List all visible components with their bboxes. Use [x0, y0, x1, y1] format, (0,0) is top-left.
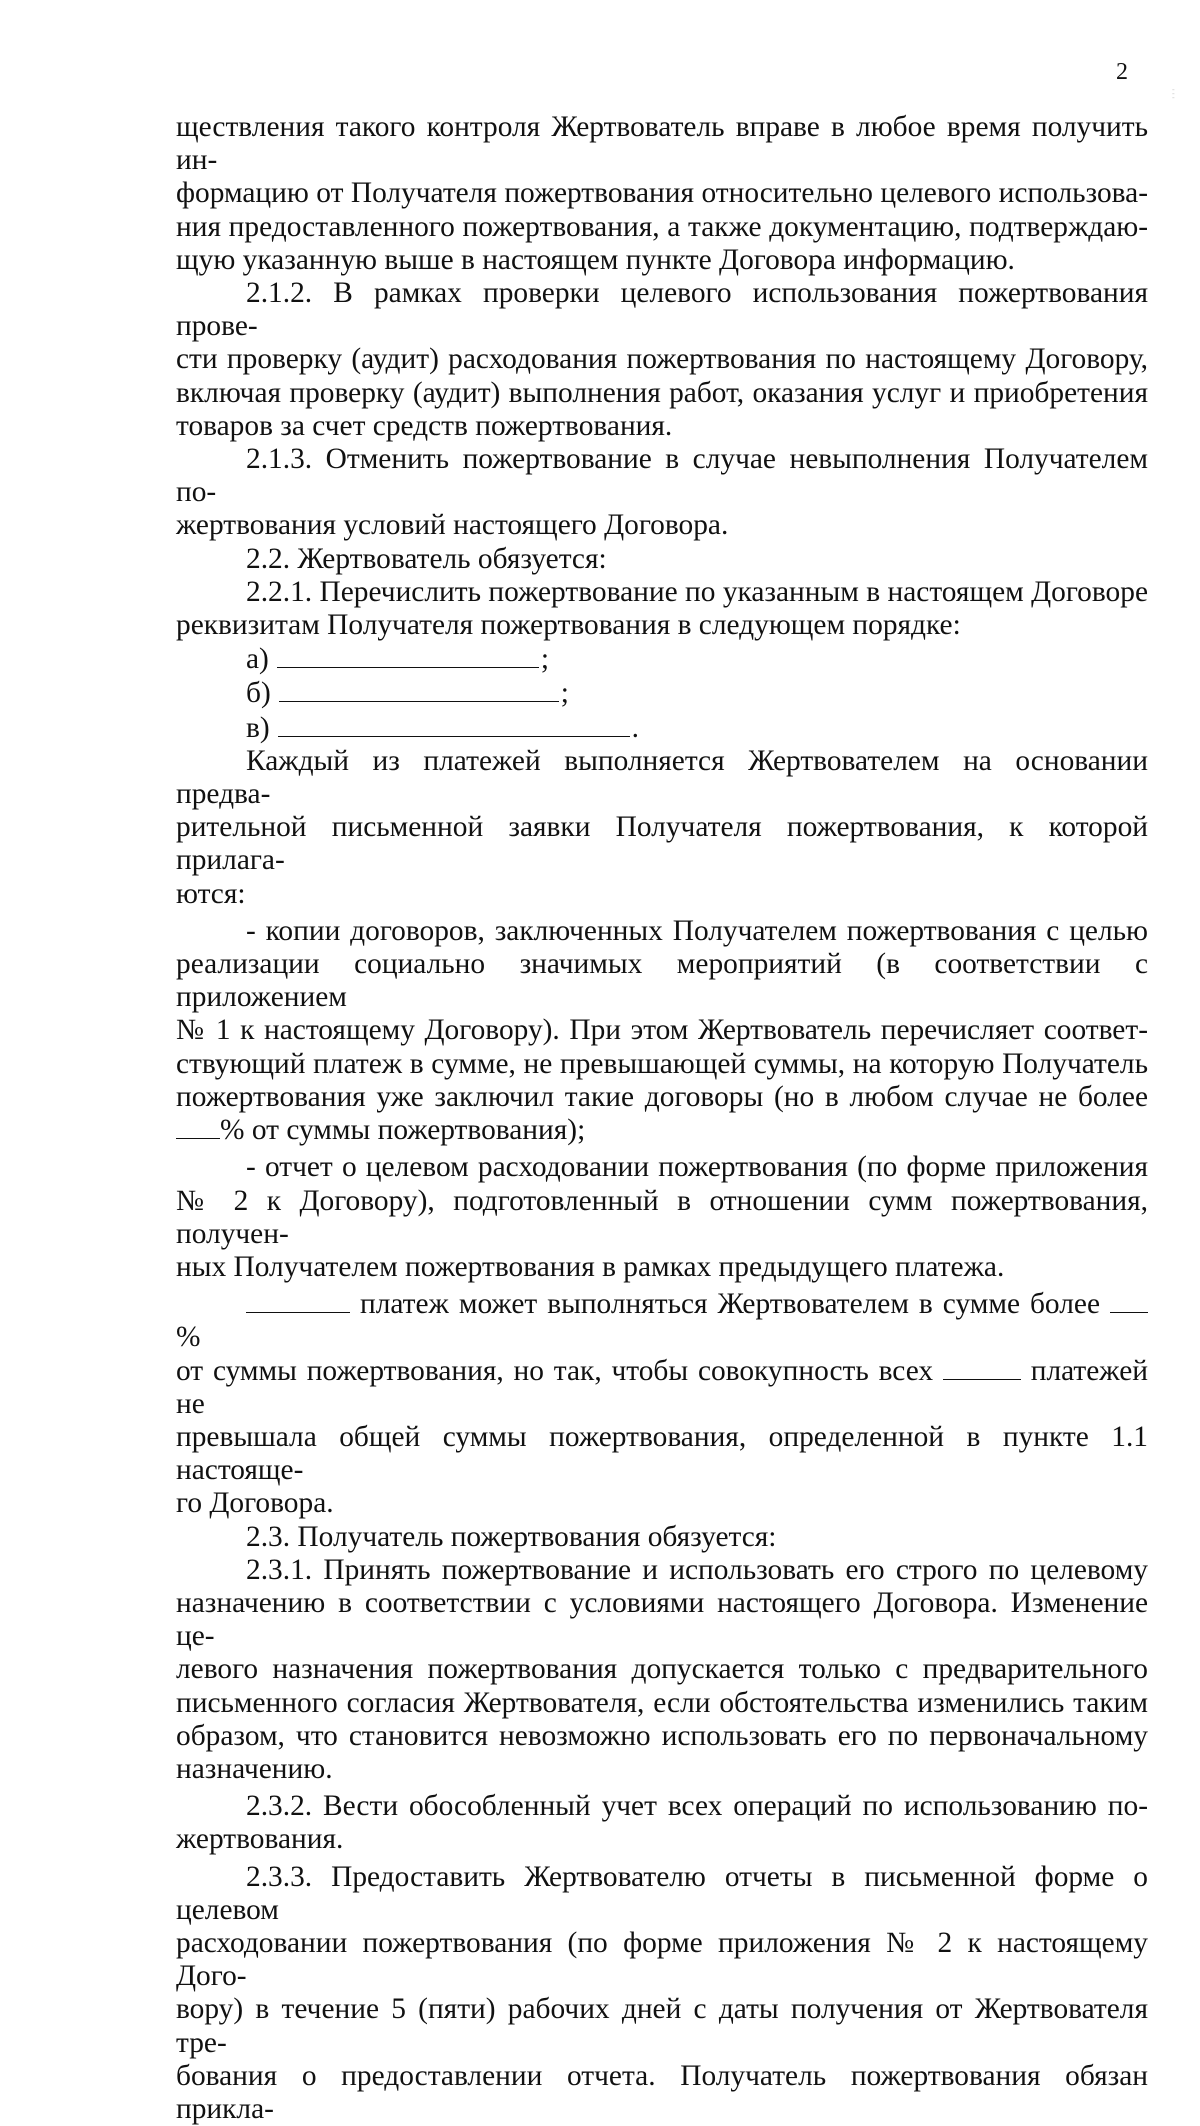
paragraph-contract-copies [176, 915, 1148, 1147]
text-fragment: платеж может выполняться Жертвователем в сумме более [359, 1288, 1100, 1321]
text-line: - отчет о целевом расходовании пожертвования (по форме приложения [246, 1151, 1148, 1184]
text-line: ных Получателем пожертвования в рамках предыдущего платежа. [176, 1250, 1005, 1283]
blank-letter: а) [246, 643, 269, 676]
text-line: 2.2.1. Перечислить пожертвование по указанным в настоящем Договоре [246, 575, 1148, 608]
text-fragment: платежей не [176, 1354, 1148, 1420]
text-line: образом, что становится невозможно использовать его по первоначальному [176, 1719, 1148, 1752]
clause-2-2: 2.2. Жертвователь обязуется: [246, 542, 607, 575]
text-line: расходовании пожертвования (по форме приложения № 2 к настоящему Дого- [176, 1926, 1148, 1993]
text-line: ществления такого контроля Жертвователь вправе в любое время получить ин- [176, 111, 1148, 177]
text-line: назначению в соответствии с условиями настоящего Договора. Изменение це- [176, 1586, 1148, 1653]
clause-2-3: 2.3. Получатель пожертвования обязуется: [246, 1520, 777, 1553]
blank-line-a [176, 642, 1148, 676]
text-line: превышала общей суммы пожертвования, определенной в пункте 1.1 настояще- [176, 1420, 1148, 1487]
percent-blank[interactable] [1110, 1288, 1148, 1313]
text-line: № 2 к Договору), подготовленный в отношении сумм пожертвования, получен- [176, 1184, 1148, 1250]
paragraph-payment-limit [176, 1288, 1148, 1520]
clause-2-1-2 [176, 277, 1148, 443]
blank-punctuation: ; [560, 677, 569, 710]
text-line: № 1 к настоящему Договору). При этом Жертвователь перечисляет соответ- [176, 1014, 1148, 1047]
text-line: бования о предоставлении отчета. Получатель пожертвования обязан прикла- [176, 2059, 1148, 2125]
text-line: ствующий платеж в сумме, не превышающей суммы, на которую Получатель [176, 1047, 1148, 1080]
blank-letter: в) [246, 711, 270, 744]
text-line: включая проверку (аудит) выполнения работ, оказания услуг и приобретения [176, 376, 1148, 409]
fill-in-blank[interactable] [279, 676, 559, 702]
clause-2-3-1 [176, 1554, 1148, 1786]
text-line: товаров за счет средств пожертвования. [176, 409, 673, 442]
text-line [176, 1288, 1148, 1354]
text-line: ются: [176, 877, 246, 910]
text-line: 2.1.2. В рамках проверки целевого использования пожертвования прове- [176, 277, 1148, 343]
document-body [176, 111, 1148, 2126]
blank-punctuation: ; [540, 643, 550, 676]
blank-punctuation: . [631, 711, 640, 744]
text-line: жертвования. [176, 1823, 344, 1856]
text-line: го Договора. [176, 1487, 334, 1520]
clause-2-1-3 [176, 443, 1148, 543]
text-line: Каждый из платежей выполняется Жертвователем на основании предва- [176, 744, 1148, 811]
text-fragment: % от суммы пожертвования); [220, 1114, 586, 1147]
page-number: 2 [1116, 59, 1128, 85]
clause-2-3-2 [176, 1790, 1148, 1856]
paragraph-each-payment [176, 745, 1148, 911]
percent-blank[interactable] [176, 1114, 220, 1139]
text-line: 2.3.2. Вести обособленный учет всех операций по использованию по- [246, 1790, 1148, 1823]
text-line: назначению. [176, 1752, 333, 1785]
text-line: жертвования условий настоящего Договора. [176, 509, 729, 542]
text-fragment: % [176, 1321, 201, 1354]
clause-2-2-1 [176, 576, 1148, 642]
blank-line-b [176, 676, 1148, 710]
text-line: 2.1.3. Отменить пожертвование в случае невыполнения Получателем по- [176, 443, 1148, 509]
text-line: пожертвования уже заключил такие договоры (но в любом случае не более [176, 1080, 1148, 1113]
text-line: 2.3.3. Предоставить Жертвователю отчеты в письменной форме о целевом [176, 1860, 1148, 1926]
text-line: формацию от Получателя пожертвования относительно целевого использова- [176, 177, 1148, 210]
text-line [176, 1355, 1148, 1421]
text-line: 2.3.1. Принять пожертвование и использовать его строго по целевому [246, 1553, 1148, 1586]
text-line: реквизитам Получателя пожертвования в следующем порядке: [176, 609, 961, 642]
text-line: сти проверку (аудит) расходования пожертвования по настоящему Договору, [176, 343, 1148, 376]
text-line: реализации социально значимых мероприятий (в соответствии с приложением [176, 948, 1148, 1014]
payments-count-blank[interactable] [943, 1355, 1021, 1380]
payment-schedule-blanks [176, 642, 1148, 745]
clause-2-3-3 [176, 1861, 1148, 2126]
blank-letter: б) [246, 677, 271, 710]
paragraph-2-1-1-continuation [176, 111, 1148, 277]
blank-line-c [176, 711, 1148, 745]
text-line: левого назначения пожертвования допускается только с предварительного [176, 1653, 1148, 1686]
text-fragment: от суммы пожертвования, но так, чтобы совокупность всех [176, 1354, 934, 1387]
fill-in-blank[interactable] [277, 642, 539, 668]
scan-artifact: - - - [1172, 85, 1177, 102]
fill-in-blank[interactable] [278, 711, 630, 737]
text-line: ния предоставленного пожертвования, а также документацию, подтверждаю- [176, 210, 1148, 243]
text-line: письменного согласия Жертвователя, если обстоятельства изменились таким [176, 1686, 1148, 1719]
text-line: рительной письменной заявки Получателя пожертвования, к которой прилага- [176, 811, 1148, 877]
text-line [176, 1114, 1148, 1147]
payment-ordinal-blank[interactable] [246, 1288, 350, 1313]
paragraph-usage-report [176, 1151, 1148, 1284]
text-line: вору) в течение 5 (пяти) рабочих дней с даты получения от Жертвователя тре- [176, 1993, 1148, 2059]
text-line: - копии договоров, заключенных Получателем пожертвования с целью [246, 914, 1148, 947]
text-line: щую указанную выше в настоящем пункте Договора информацию. [176, 243, 1015, 276]
